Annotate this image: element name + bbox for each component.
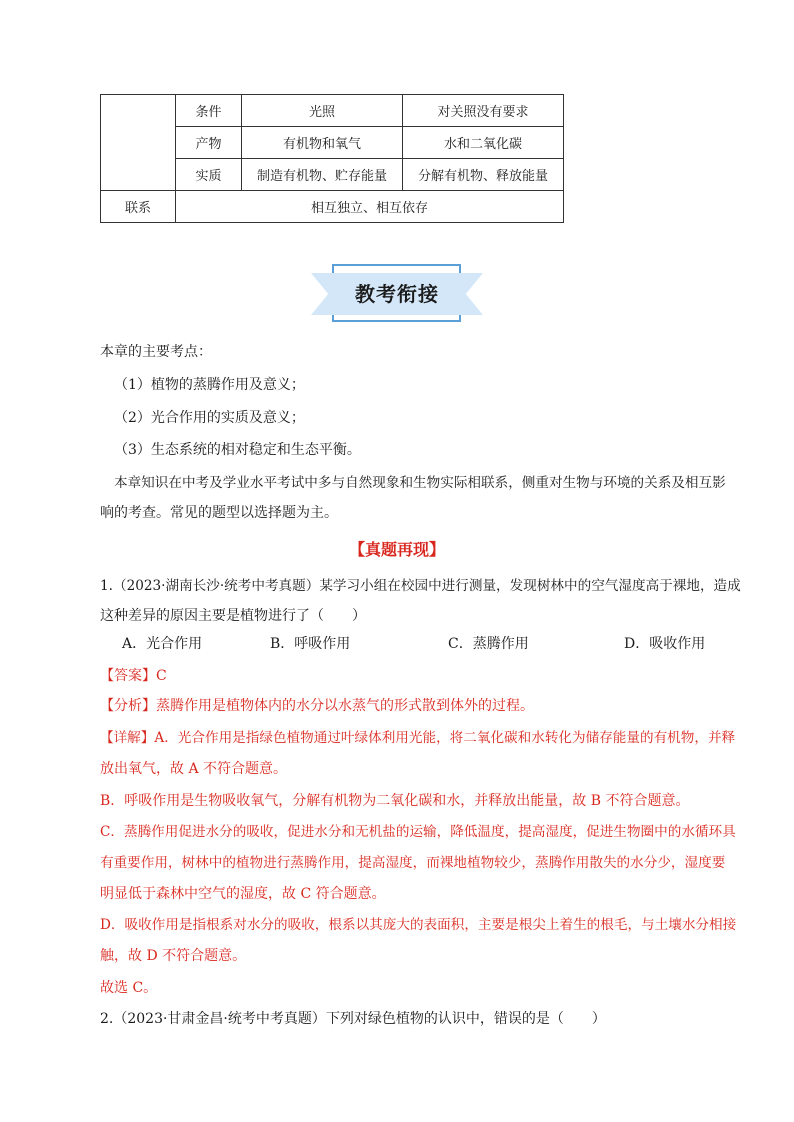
intro-paragraph: 本章知识在中考及学业水平考试中多与自然现象和生物实际相联系，侧重对生物与环境的关系及相互影 xyxy=(114,475,726,491)
banner-title: 教考衔接 xyxy=(355,282,439,306)
table-cell: 对关照没有要求 xyxy=(403,95,564,127)
table-cell-blank xyxy=(101,95,176,191)
detail-text: 有重要作用，树林中的植物进行蒸腾作用，提高湿度，而裸地植物较少，蒸腾作用散失的水分少，湿度要 xyxy=(100,855,726,871)
detail-text: B．呼吸作用是生物吸收氧气，分解有机物为二氧化碳和水，并释放出能量，故 B 不符合题意。 xyxy=(100,793,690,809)
option-b: B．呼吸作用 xyxy=(270,636,351,652)
option-c: C．蒸腾作用 xyxy=(448,636,529,652)
answer: 【答案】C xyxy=(100,668,167,684)
detail-text: D．吸收作用是指根系对水分的吸收，根系以其庞大的表面积，主要是根尖上着生的根毛，与土壤水分相接 xyxy=(100,917,737,933)
comparison-table xyxy=(100,94,564,223)
table-cell: 水和二氧化碳 xyxy=(403,127,564,159)
table-cell: 有机物和氧气 xyxy=(242,127,403,159)
intro-paragraph: 响的考查。常见的题型以选择题为主。 xyxy=(100,505,338,521)
question-text: 2.（2023·甘肃金昌·统考中考真题）下列对绿色植物的认识中，错误的是（ ） xyxy=(100,1011,606,1027)
intro-point: （3）生态系统的相对稳定和生态平衡。 xyxy=(114,442,361,458)
table-cell-link-label: 联系 xyxy=(101,191,176,223)
table-cell-key: 条件 xyxy=(176,95,242,127)
analysis: 【分析】蒸腾作用是植物体内的水分以水蒸气的形式散到体外的过程。 xyxy=(100,698,534,714)
intro-point: （2）光合作用的实质及意义； xyxy=(114,410,305,426)
table-row xyxy=(101,95,564,127)
table-cell-key: 实质 xyxy=(176,159,242,191)
intro-point: （1）植物的蒸腾作用及意义； xyxy=(114,377,305,393)
detail-text: C．蒸腾作用促进水分的吸收，促进水分和无机盐的运输，降低温度，提高湿度，促进生物圈中的水循环具 xyxy=(100,824,736,840)
table-cell-link-value: 相互独立、相互依存 xyxy=(176,191,564,223)
table-cell: 制造有机物、贮存能量 xyxy=(242,159,403,191)
option-a: A．光合作用 xyxy=(122,636,203,652)
table-row xyxy=(101,191,564,223)
question-text: 1.（2023·湖南长沙·统考中考真题）某学习小组在校园中进行测量，发现树林中的空气湿度高于裸地，造成 xyxy=(100,578,741,594)
conclusion: 故选 C。 xyxy=(100,980,158,996)
question-text: 这种差异的原因主要是植物进行了（ ） xyxy=(100,608,366,624)
intro-heading: 本章的主要考点： xyxy=(100,344,212,360)
detail-text: 【详解】A．光合作用是指绿色植物通过叶绿体利用光能，将二氧化碳和水转化为储存能量的有机物，并释 xyxy=(100,730,736,746)
detail-text: 触，故 D 不符合题意。 xyxy=(100,948,247,964)
detail-text: 放出氧气，故 A 不符合题意。 xyxy=(100,761,288,777)
option-d: D．吸收作用 xyxy=(624,636,706,652)
table-cell-key: 产物 xyxy=(176,127,242,159)
table-cell: 分解有机物、释放能量 xyxy=(403,159,564,191)
section-title: 【真题再现】 xyxy=(348,540,445,559)
table-cell: 光照 xyxy=(242,95,403,127)
detail-text: 明显低于森林中空气的湿度，故 C 符合题意。 xyxy=(100,886,386,902)
